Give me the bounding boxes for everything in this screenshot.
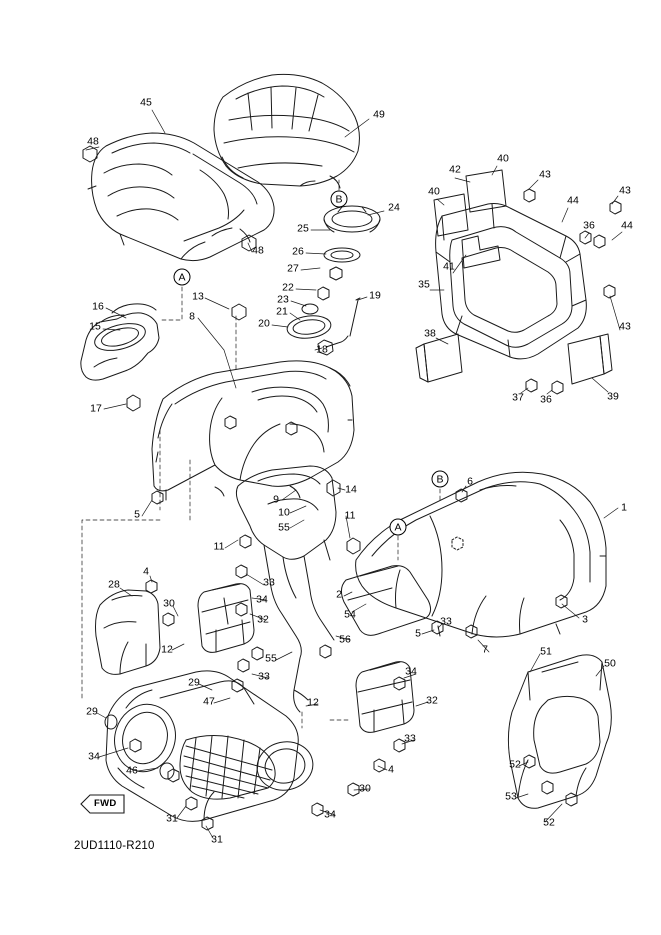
callout-section-marker: B — [432, 471, 449, 488]
part-right-lower-cover — [508, 655, 611, 808]
callout-number: 29 — [86, 705, 98, 718]
part-bracket-32-left — [198, 584, 254, 653]
callout-number: 12 — [307, 696, 319, 709]
callout-number: 12 — [161, 643, 173, 656]
callout-number: 8 — [189, 310, 195, 323]
callout-number: 5 — [415, 627, 421, 640]
callout-number: 36 — [583, 219, 595, 232]
callout-number: 6 — [467, 475, 473, 488]
callout-number: 55 — [278, 521, 290, 534]
callout-number: 44 — [567, 194, 579, 207]
callout-number: 49 — [373, 108, 385, 121]
part-pad-39 — [568, 334, 612, 384]
callout-number: 43 — [539, 168, 551, 181]
callout-number: 23 — [277, 293, 289, 306]
fwd-label: FWD — [94, 798, 117, 809]
callout-number: 37 — [512, 391, 524, 404]
callout-section-marker: A — [174, 269, 191, 286]
callout-number: 56 — [339, 633, 351, 646]
callout-number: 35 — [418, 278, 430, 291]
callout-number: 30 — [359, 782, 371, 795]
part-clip-5 — [152, 491, 163, 504]
callout-number: 46 — [126, 764, 138, 777]
callout-number: 40 — [428, 185, 440, 198]
callout-number: 16 — [92, 300, 104, 313]
callout-number: 34 — [405, 665, 417, 678]
callout-number: 5 — [134, 508, 140, 521]
part-lower-skirt — [341, 566, 430, 636]
callout-section-marker: A — [390, 519, 407, 536]
fwd-direction-marker — [80, 794, 126, 814]
part-left-duct-28 — [96, 590, 161, 674]
callout-number: 17 — [90, 402, 102, 415]
part-bolt-3 — [556, 595, 567, 608]
callout-number: 43 — [619, 184, 631, 197]
part-pad-38 — [416, 334, 462, 382]
callout-number: 45 — [140, 96, 152, 109]
part-bolt-6 — [456, 489, 467, 502]
callout-number: 34 — [256, 593, 268, 606]
callout-number: 33 — [263, 576, 275, 589]
callout-number: 20 — [258, 317, 270, 330]
callout-number: 42 — [449, 163, 461, 176]
callout-number: 29 — [188, 676, 200, 689]
part-clip-22-23 — [302, 287, 329, 314]
callout-number: 15 — [89, 320, 101, 333]
callout-number: 11 — [344, 509, 356, 522]
callout-number: 2 — [336, 588, 342, 601]
callout-number: 43 — [619, 320, 631, 333]
part-left-grille-assembly — [106, 671, 317, 821]
callout-number: 14 — [345, 483, 357, 496]
callout-number: 48 — [252, 244, 264, 257]
callout-number: 1 — [621, 501, 627, 514]
callout-number: 27 — [287, 262, 299, 275]
callout-number: 54 — [344, 608, 356, 621]
callout-number: 31 — [166, 812, 178, 825]
callout-number: 3 — [582, 613, 588, 626]
callout-number: 32 — [426, 694, 438, 707]
part-front-fender — [152, 361, 354, 500]
part-inner-panel-center — [236, 466, 336, 712]
callout-number: 9 — [273, 493, 279, 506]
callout-number: 21 — [276, 305, 288, 318]
callout-number: 4 — [143, 565, 149, 578]
callout-number: 55 — [265, 652, 277, 665]
part-front-cover — [88, 133, 274, 261]
callout-number: 19 — [369, 289, 381, 302]
part-fuel-cap — [324, 206, 380, 280]
callout-number: 18 — [316, 343, 328, 356]
callout-number: 34 — [324, 808, 336, 821]
callout-number: 32 — [257, 613, 269, 626]
callout-number: 30 — [163, 597, 175, 610]
part-bolt-13 — [232, 304, 246, 320]
callout-number: 13 — [192, 290, 204, 303]
part-plate-42 — [434, 170, 506, 236]
callout-number: 33 — [258, 670, 270, 683]
callout-number: 33 — [404, 732, 416, 745]
callout-number: 38 — [424, 327, 436, 340]
callout-number: 31 — [211, 833, 223, 846]
part-code-label: 2UD1110-R210 — [74, 840, 155, 852]
callout-number: 52 — [543, 816, 555, 829]
callout-number: 50 — [604, 657, 616, 670]
callout-number: 28 — [108, 578, 120, 591]
callout-number: 36 — [540, 393, 552, 406]
callout-number: 10 — [278, 506, 290, 519]
part-rear-fender-right — [356, 472, 606, 637]
callout-number: 33 — [440, 615, 452, 628]
callout-number: 24 — [388, 201, 400, 214]
part-bolt-48 — [83, 146, 256, 251]
callout-number: 53 — [505, 790, 517, 803]
callout-number: 41 — [443, 260, 455, 273]
callout-number: 39 — [607, 390, 619, 403]
callout-number: 44 — [621, 219, 633, 232]
callout-number: 40 — [497, 152, 509, 165]
callout-number: 22 — [282, 281, 294, 294]
callout-number: 34 — [88, 750, 100, 763]
callout-number: 26 — [292, 245, 304, 258]
part-bolt-36 — [526, 231, 591, 394]
callout-number: 51 — [540, 645, 552, 658]
part-hood-top — [214, 74, 359, 188]
callout-number: 11 — [213, 540, 225, 553]
callout-number: 4 — [388, 763, 394, 776]
callout-number: 7 — [482, 643, 488, 656]
callout-section-marker: B — [331, 191, 348, 208]
callout-number: 48 — [87, 135, 99, 148]
part-grommet-20 — [286, 313, 332, 340]
callout-number: 52 — [509, 758, 521, 771]
callout-number: 47 — [203, 695, 215, 708]
callout-number: 25 — [297, 222, 309, 235]
